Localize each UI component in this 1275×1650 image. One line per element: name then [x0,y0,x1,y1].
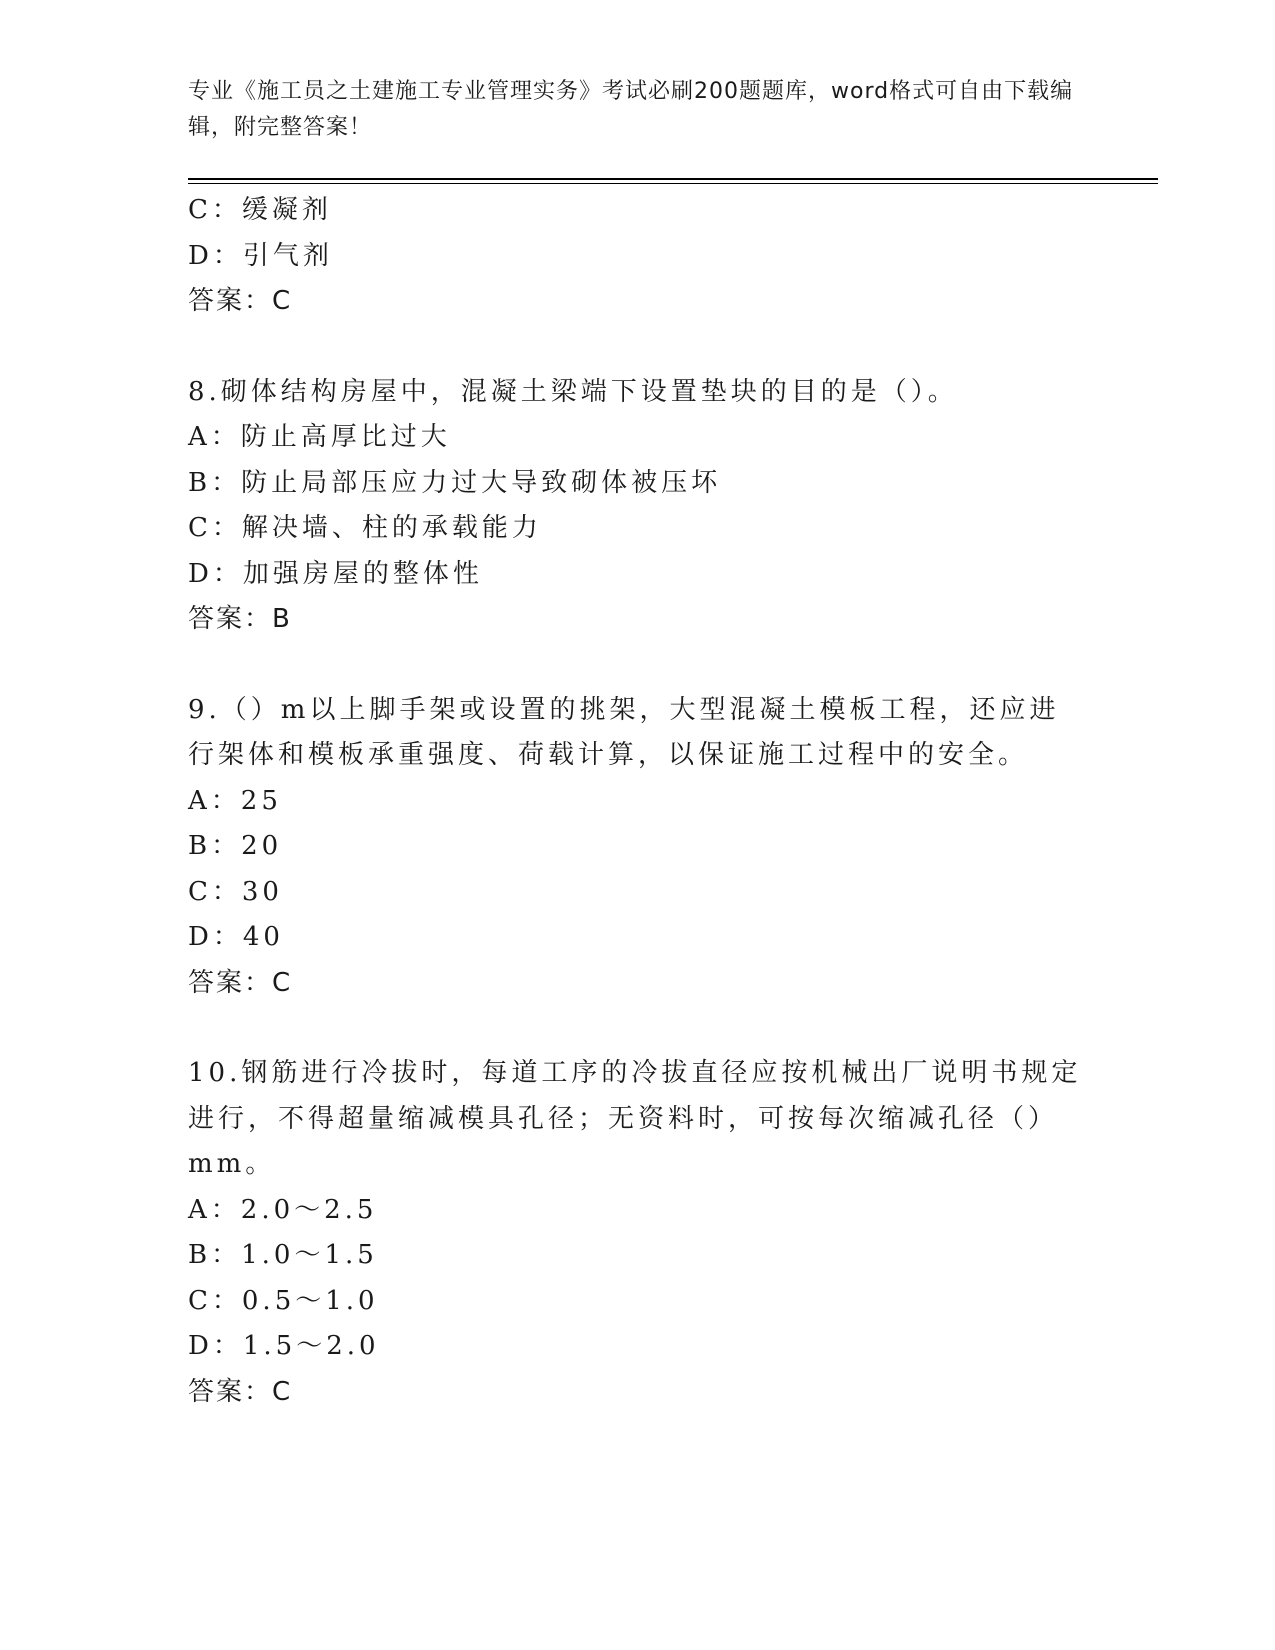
question-list [188,188,1088,1415]
option-b: B：1.0～1.5 [188,1240,378,1270]
question-9 [188,688,1088,1007]
question-10 [188,1051,1088,1415]
question-stem: 8.砌体结构房屋中，混凝土梁端下设置垫块的目的是（）。 [188,376,958,407]
question-stem: 10.钢筋进行冷拔时，每道工序的冷拔直径应按机械出厂说明书规定进行，不得超量缩减模具孔径；无资料时，可按每次缩减孔径（）mm。 [188,1058,1082,1179]
option-c: C：30 [188,876,283,907]
answer-line: 答案：C [188,286,293,316]
option-d: D：40 [188,922,284,952]
answer-line: 答案：C [188,1376,293,1407]
document-header: 专业《施工员之土建施工专业管理实务》考试必刷200题题库，word格式可自由下载编辑，附完整答案！ [188,79,1074,140]
option-d: D：加强房屋的整体性 [188,558,483,589]
header-rule-thick [188,178,1158,180]
option-d: D：1.5～2.0 [188,1331,380,1361]
option-a: A：防止高厚比过大 [188,422,451,452]
option-c: C：缓凝剂 [188,195,332,225]
option-c: C：0.5～1.0 [188,1285,379,1316]
option-a: A：2.0～2.5 [188,1194,378,1225]
option-b: B：20 [188,831,283,861]
option-d: D：引气剂 [188,240,333,271]
option-a: A：25 [188,785,282,816]
answer-line: 答案：B [188,604,292,634]
question-stem: 9.（）m以上脚手架或设置的挑架，大型混凝土模板工程，还应进行架体和模板承重强度、荷载计算，以保证施工过程中的安全。 [188,694,1060,770]
carryover-block [188,188,1088,325]
question-8 [188,370,1088,643]
option-c: C：解决墙、柱的承载能力 [188,513,542,543]
answer-line: 答案：C [188,967,293,998]
header-rule-thin [188,183,1158,184]
option-b: B：防止局部压应力过大导致砌体被压坏 [188,467,722,498]
